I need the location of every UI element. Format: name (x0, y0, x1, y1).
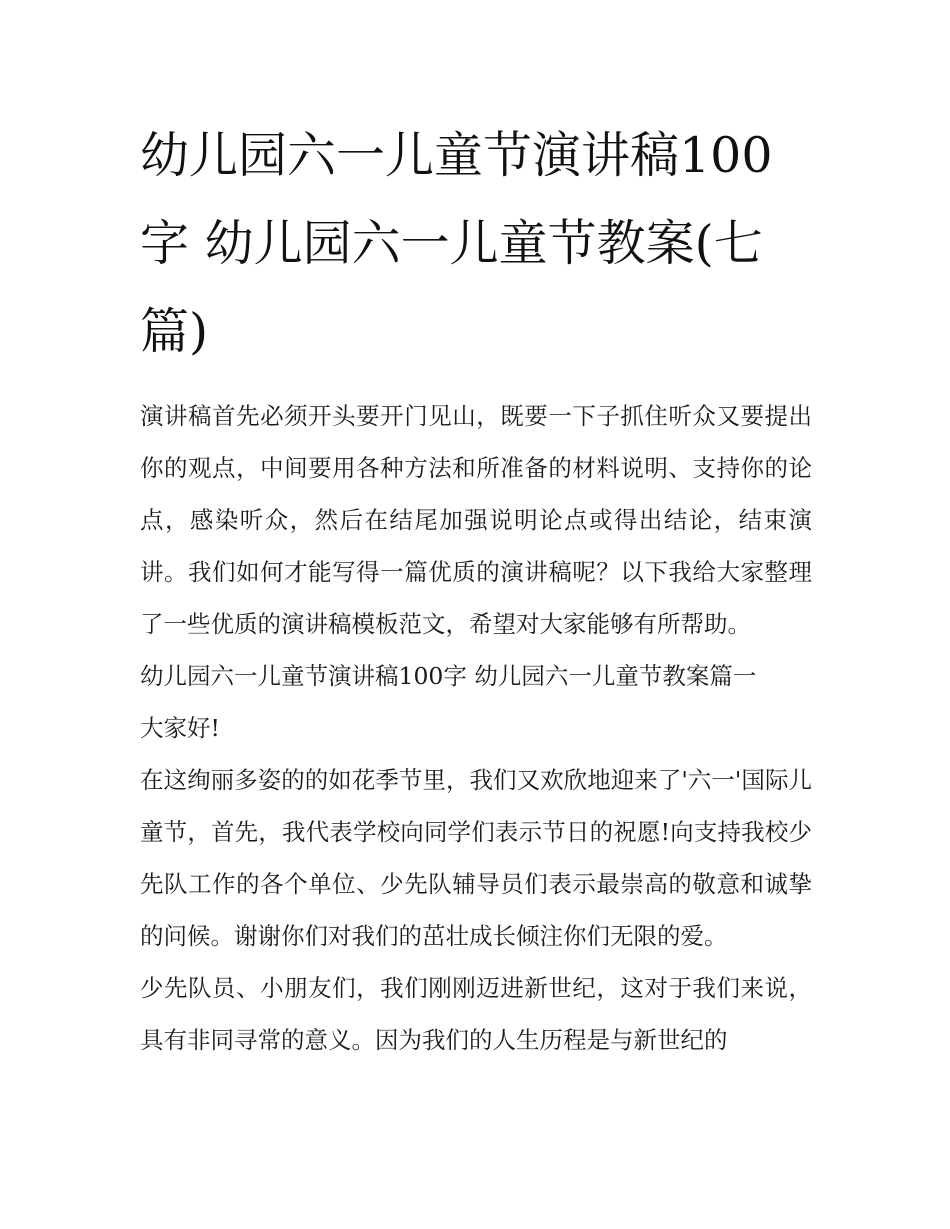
document-title: 幼儿园六一儿童节演讲稿100字 幼儿园六一儿童节教案(七篇) (140, 127, 773, 360)
paragraph-body-1: 在这绚丽多姿的的如花季节里，我们又欢欣地迎来了'六一'国际儿童节，首先，我代表学校向同学们表示节日的祝愿!向支持我校少先队工作的各个单位、少先队辅导员们表示最崇高的敬意和诚挚的问候。谢谢你们对我们的茁壮成长倾注你们无限的爱。 (140, 766, 812, 950)
paragraph-intro: 演讲稿首先必须开头要开门见山，既要一下子抓住听众又要提出你的观点，中间要用各种方法和所准备的材料说明、支持你的论点，感染听众，然后在结尾加强说明论点或得出结论，结束演讲。我们如何才能写得一篇优质的演讲稿呢？以下我给大家整理了一些优质的演讲稿模板范文，希望对大家能够有所帮助。 (140, 402, 812, 638)
paragraph-greeting: 大家好! (140, 714, 220, 742)
document-body (140, 112, 812, 1066)
paragraph-body-2: 少先队员、小朋友们，我们刚刚迈进新世纪，这对于我们来说，具有非同寻常的意义。因为我们的人生历程是与新世纪的 (140, 974, 812, 1054)
paragraph-section-heading: 幼儿园六一儿童节演讲稿100字 幼儿园六一儿童节教案篇一 (140, 662, 757, 690)
